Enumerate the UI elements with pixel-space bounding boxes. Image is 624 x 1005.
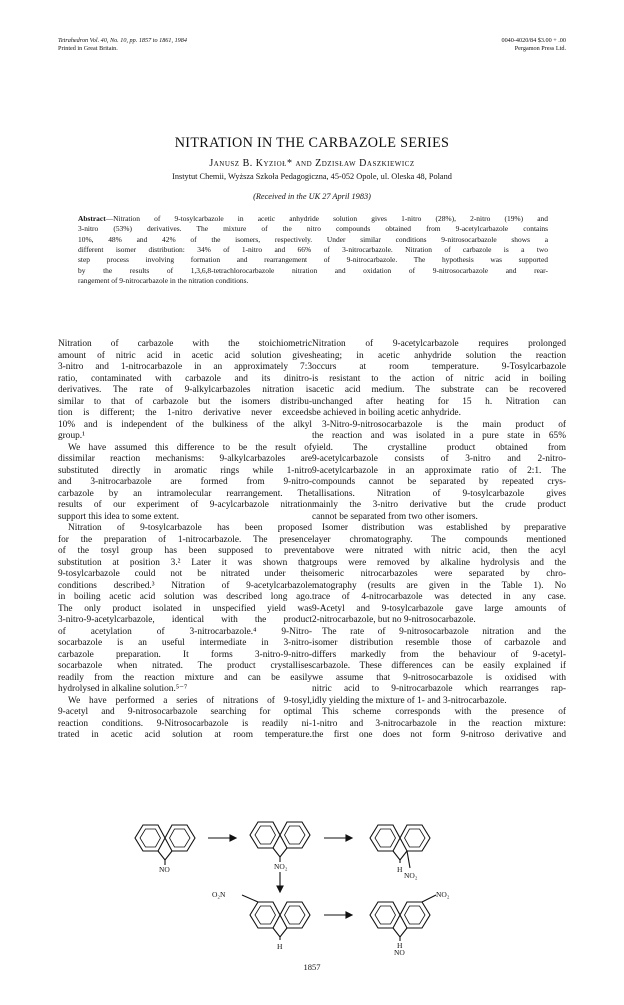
carbazole-structure-nitroso <box>135 825 195 865</box>
abstract-line: Abstract—Nitration of 9-tosylcarbazole in acetic anhydride solution gives 1-nitro (28%), 2-nitro (19%) and <box>78 214 548 223</box>
printed-in-line: Printed in Great Britain. <box>58 45 118 52</box>
body-line: socarbazole is an useful intermediate in 3-nitro- <box>58 638 312 648</box>
abstract-line: rangement of 9-nitrocarbazole in the nitration conditions. <box>78 276 249 286</box>
body-line: This scheme corresponds with the presence of <box>322 707 566 717</box>
body-line: isomeric nitrocarbazoles were separated by chro- <box>312 569 566 579</box>
carbazole-structure-3-nitro <box>242 895 310 940</box>
body-line: 10% and is independent of the bulkiness of the alkyl <box>58 419 312 430</box>
body-line: carbazole by an intramolecular rearrangement. The <box>58 488 312 499</box>
body-line: of the tosyl group has been supposed to prevent <box>58 546 312 556</box>
body-line: substituted directly in aromatic rings while 1-nitro <box>58 465 312 476</box>
body-line: conditions described.³ Nitration of 9-acetylcarbazole <box>58 580 312 591</box>
nh-label: H <box>397 941 403 950</box>
publisher-info <box>501 37 566 53</box>
body-line: trated in acetic acid solution at room temperature. <box>58 730 312 740</box>
nitro-label: NO₂ <box>404 871 418 880</box>
nh-label: H <box>277 942 283 951</box>
received-date: (Received in the UK 27 April 1983) <box>253 192 371 201</box>
body-line: Nitration of 9-tosylcarbazole has been proposed <box>68 523 312 533</box>
body-line: isomer distribution resemble those of carbazole and <box>312 638 566 648</box>
carbazole-structure-3-nitro-9-nitroso <box>370 895 436 941</box>
body-line: group.¹ <box>58 431 85 441</box>
body-line: layer chromatography. The compounds mentioned <box>312 534 566 545</box>
body-column-left <box>58 339 312 742</box>
body-line: Isomer distribution was established by preparative <box>322 523 566 533</box>
body-line: for the preparation of 1-nitrocarbazole. The presence <box>58 534 312 545</box>
body-line: trace of 4-nitrocarbazole was detected in any case. <box>312 592 566 602</box>
body-line: compounds cannot be separated by repeated crys- <box>312 477 566 487</box>
reaction-arrow-down <box>277 872 283 892</box>
body-line: We have performed a series of nitrations of 9-tosyl, <box>68 695 312 706</box>
page-number: 1857 <box>303 962 321 972</box>
body-line: 1-nitro and 3-nitrocarbazole in the reaction mixture: <box>312 718 566 729</box>
abstract-heading: Abstract <box>78 214 106 223</box>
body-line: ratio, contaminated with carbazole and its dinitro- <box>58 373 312 384</box>
body-line: differs markedly from the behaviour of 9-acetyl- <box>312 649 566 660</box>
body-line: matography (results are given in the Table 1). No <box>312 580 566 591</box>
authors: Janusz B. Kyzioł* and Zdzisław Daszkiewicz <box>209 158 415 169</box>
body-line: 2-nitrocarbazole, but no 9-nitrosocarbazole. <box>312 615 476 625</box>
body-line: carbazole. These differences can be easily explained if <box>312 661 566 671</box>
body-line: mainly the 3-nitro derivative but the crude product <box>312 500 566 510</box>
reaction-arrow <box>324 835 352 841</box>
body-line: groups were removed by alkaline hydrolysis and the <box>312 557 566 568</box>
body-line: unchanged after heating for 15 h. Nitration can <box>312 396 566 407</box>
body-line: reaction conditions. 9-Nitrosocarbazole is readily ni- <box>58 718 312 729</box>
body-line: of acetylation of 3-nitrocarbazole.⁴ 9-Nitro- <box>58 626 312 637</box>
body-line: 9-acetyl and 9-nitrosocarbazole searching for optimal <box>58 707 312 717</box>
carbazole-structure-1-nitro <box>370 825 430 868</box>
body-line: heating; in acetic anhydride solution the reaction <box>312 350 566 361</box>
body-line: The only product isolated in unspecified yield was <box>58 603 312 614</box>
abstract-line: by the results of 1,3,6,8-tetrachlorocarbazole nitration and oxidation of 9-nitrosocarbazole and rear- <box>78 265 548 275</box>
body-line: is resistant to the action of nitric acid in boiling <box>312 373 566 384</box>
body-line: derivatives. The rate of 9-alkylcarbazoles nitration is <box>58 385 312 395</box>
nitro-substituent-label: NO₂ <box>436 890 450 899</box>
body-line: and 3-nitrocarbazole are formed from 9-nitro- <box>58 477 312 487</box>
body-line: yield. The crystalline product obtained from <box>312 442 566 453</box>
body-line: tallisations. Nitration of 9-tosylcarbazole gives <box>312 488 566 499</box>
body-line: similar to that of carbazole but the isomers distribu- <box>58 396 312 407</box>
body-line: cannot be separated from two other isomers. <box>312 511 478 522</box>
reaction-scheme <box>130 820 510 955</box>
body-line: 9-acetylcarbazole in an approximate ratio of 2:1. The <box>312 465 566 476</box>
affiliation: Instytut Chemii, Wyższa Szkoła Pedagogiczna, 45-052 Opole, ul. Oleska 48, Poland <box>172 172 452 181</box>
body-line: we assume that 9-nitrosocarbazole is oxidised with <box>312 672 566 683</box>
body-column-right <box>312 339 566 742</box>
issn-price-line: 0040-4020/84 $3.00 + .00 <box>501 37 566 44</box>
body-line: idly yielding the mixture of 1- and 3-nitrocarbazole. <box>312 695 507 706</box>
body-line: acetic acid medium. The substrate can be recovered <box>312 385 566 395</box>
abstract-line: 3-nitro (53%) derivatives. The mixture of the nitro compounds obtained from 9-acetylcarbazole contains <box>78 224 548 234</box>
body-line: 9-Acetyl and 9-tosylcarbazole gave large amounts of <box>312 603 566 614</box>
body-line: Nitration of carbazole with the stoichiometric <box>58 339 312 349</box>
paper-title: NITRATION IN THE CARBAZOLE SERIES <box>174 135 450 151</box>
abstract-line: 10%, 48% and 42% of the isomers, respectively. Under similar conditions 9-nitrosocarbazole shows a <box>78 234 548 244</box>
journal-citation <box>58 37 187 53</box>
body-line: nitric acid to 9-nitrocarbazole which rearranges rap- <box>312 684 566 694</box>
nitroso-label: NO <box>159 865 170 874</box>
body-line: substitution at position 3.² Later it was shown that <box>58 557 312 568</box>
citation-line: Tetrahedron Vol. 40, No. 10, pp. 1857 to 1861, 1984 <box>58 37 187 44</box>
body-line: 9-acetylcarbazole consists of 3-nitro and 2-nitro- <box>312 454 566 464</box>
nitroso-label: NO <box>394 948 405 955</box>
body-line: amount of nitric acid in acetic acid solution gives <box>58 350 312 361</box>
body-line: Nitration of 9-acetylcarbazole requires prolonged <box>312 339 566 349</box>
body-line: 3-Nitro-9-nitrosocarbazole is the main product of <box>322 419 566 430</box>
abstract <box>78 214 548 286</box>
body-line: 9-tosylcarbazole could not be nitrated under the <box>58 569 312 579</box>
body-line: 3-nitro and 1-nitrocarbazole in an approximately 7:3 <box>58 362 312 372</box>
body-line: We have assumed this difference to be the result of <box>68 442 312 453</box>
nitro-substituent-label: O₂N <box>212 890 226 899</box>
abstract-line: step process involving formation and rearrangement of 9-nitrocarbazole. The hypothesis was supported <box>78 255 548 265</box>
body-line: results of our experiment of 9-acylcarbazole nitration <box>58 500 312 510</box>
body-line: carbazole preparation. It forms 3-nitro-9-nitro- <box>58 649 312 660</box>
reaction-arrow <box>324 912 352 918</box>
publisher-line: Pergamon Press Ltd. <box>514 45 566 52</box>
body-line: the first one does not form 9-nitroso derivative and <box>312 730 566 740</box>
body-line: support this idea to some extent. <box>58 511 179 522</box>
body-line: 3-nitro-9-acetylcarbazole, identical with the product <box>58 615 312 625</box>
body-line: occurs at room temperature. 9-Tosylcarbazole <box>312 362 566 372</box>
body-line: be achieved in boiling acetic anhydride. <box>312 408 461 418</box>
carbazole-structure-nitro <box>250 822 310 862</box>
body-line: the reaction and was isolated in a pure state in 65% <box>312 431 566 441</box>
body-line: hydrolysed in alkaline solution.⁵⁻⁷ <box>58 684 188 694</box>
body-line: The rate of 9-nitrosocarbazole nitration and the <box>322 626 566 637</box>
body-line: tion is different; the 1-nitro derivative never exceeds <box>58 408 312 418</box>
nitro-label: NO₂ <box>274 862 288 871</box>
body-line: above were nitrated with nitric acid, then the acyl <box>312 546 566 556</box>
nh-label: H <box>397 865 403 874</box>
body-line: readily from the reaction mixture and can be easily <box>58 672 312 683</box>
reaction-arrow <box>208 835 236 841</box>
body-line: dissimilar reaction mechanisms: 9-alkylcarbazoles are <box>58 454 312 464</box>
body-line: socarbazole when nitrated. The product crystallises <box>58 661 312 671</box>
body-line: in boiling acetic acid solution was described long ago. <box>58 592 312 602</box>
abstract-line: different isomer distribution: 34% of 1-nitro and 66% of 3-nitrocarbazole. Nitration of carbazole is a two <box>78 245 548 255</box>
